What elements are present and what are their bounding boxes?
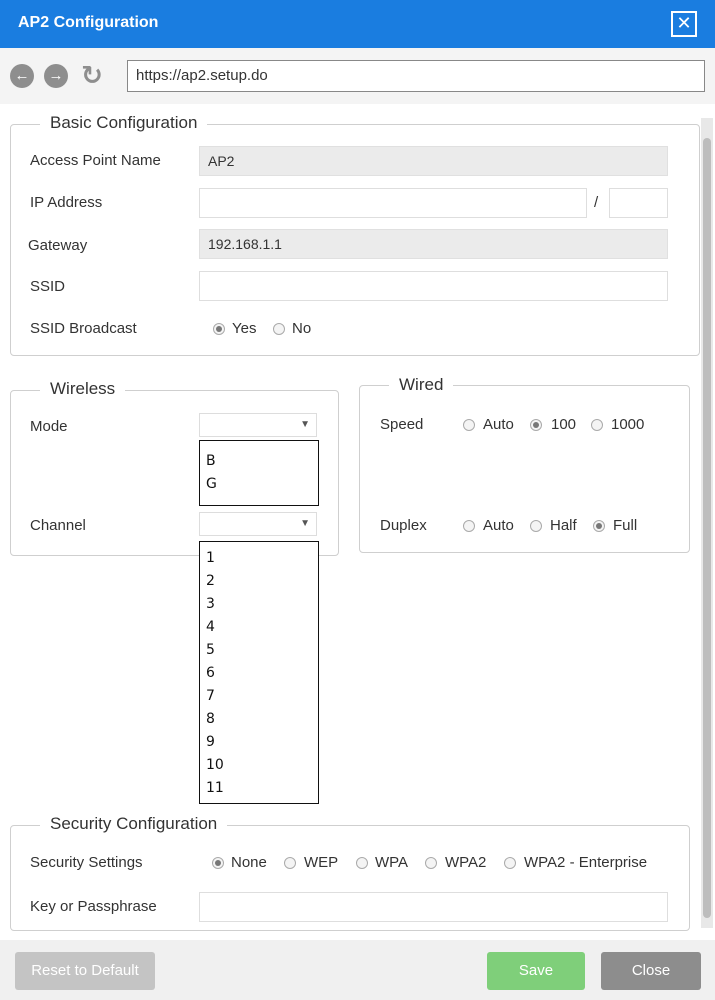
speed-auto-label: Auto — [483, 416, 514, 433]
ip-address-field[interactable] — [199, 188, 587, 218]
wired-legend: Wired — [389, 375, 453, 395]
ssid-broadcast-label: SSID Broadcast — [30, 320, 137, 337]
channel-option[interactable]: 7 — [206, 688, 215, 704]
ssid-broadcast-yes-radio[interactable] — [213, 323, 225, 335]
arrow-right-icon[interactable]: → — [44, 64, 68, 88]
mode-option-g[interactable]: G — [206, 476, 217, 492]
speed-label: Speed — [380, 416, 424, 433]
security-wep-radio[interactable] — [284, 857, 296, 869]
channel-option[interactable]: 4 — [206, 619, 215, 635]
mode-label: Mode — [30, 418, 68, 435]
speed-1000-label: 1000 — [611, 416, 645, 433]
channel-option[interactable]: 2 — [206, 573, 215, 589]
security-wpa2-label: WPA2 — [445, 854, 487, 871]
chevron-down-icon: ▼ — [300, 419, 310, 430]
refresh-icon[interactable]: ↻ — [81, 60, 103, 90]
channel-select[interactable] — [199, 512, 317, 536]
ssid-label: SSID — [30, 278, 66, 295]
scrollbar-thumb[interactable] — [703, 138, 711, 918]
duplex-full-label: Full — [613, 517, 638, 534]
security-none-label: None — [231, 854, 267, 871]
key-passphrase-label: Key or Passphrase — [30, 898, 157, 915]
mode-dropdown-list — [199, 440, 319, 506]
gateway-label: Gateway — [28, 237, 88, 254]
ssid-broadcast-no-radio[interactable] — [273, 323, 285, 335]
save-button[interactable]: Save — [487, 952, 585, 990]
security-settings-label: Security Settings — [30, 854, 143, 871]
wireless-legend: Wireless — [40, 379, 125, 399]
speed-auto-radio[interactable] — [463, 419, 475, 431]
channel-label: Channel — [30, 517, 86, 534]
channel-option[interactable]: 5 — [206, 642, 215, 658]
duplex-label: Duplex — [380, 517, 427, 534]
security-wep-label: WEP — [304, 854, 339, 871]
speed-100-radio[interactable] — [530, 419, 542, 431]
key-passphrase-field[interactable] — [199, 892, 668, 922]
security-wpa2-enterprise-label: WPA2 - Enterprise — [524, 854, 648, 871]
duplex-auto-radio[interactable] — [463, 520, 475, 532]
duplex-full-radio[interactable] — [593, 520, 605, 532]
duplex-half-label: Half — [550, 517, 577, 534]
speed-100-label: 100 — [551, 416, 577, 433]
channel-option[interactable]: 1 — [206, 550, 215, 566]
channel-option[interactable]: 8 — [206, 711, 215, 727]
ssid-field[interactable] — [199, 271, 668, 301]
ip-separator: / — [594, 194, 599, 211]
close-button[interactable]: Close — [601, 952, 701, 990]
title-bar — [0, 0, 715, 48]
security-wpa2-enterprise-radio[interactable] — [504, 857, 516, 869]
channel-option[interactable]: 6 — [206, 665, 215, 681]
arrow-left-icon[interactable]: ← — [10, 64, 34, 88]
ip-address-label: IP Address — [30, 194, 103, 211]
gateway-field[interactable]: 192.168.1.1 — [199, 229, 668, 259]
speed-1000-radio[interactable] — [591, 419, 603, 431]
chevron-down-icon: ▼ — [300, 518, 310, 529]
channel-option[interactable]: 9 — [206, 734, 215, 750]
basic-configuration-legend: Basic Configuration — [40, 113, 207, 133]
security-none-radio[interactable] — [212, 857, 224, 869]
security-wpa-label: WPA — [375, 854, 409, 871]
security-configuration-legend: Security Configuration — [40, 814, 227, 834]
security-wpa-radio[interactable] — [356, 857, 368, 869]
ssid-broadcast-yes-label: Yes — [232, 320, 257, 337]
url-input[interactable]: https://ap2.setup.do — [127, 60, 705, 92]
mode-option-b[interactable]: B — [206, 453, 216, 469]
channel-option[interactable]: 3 — [206, 596, 215, 612]
channel-option[interactable]: 11 — [206, 780, 224, 796]
duplex-half-radio[interactable] — [530, 520, 542, 532]
scrollbar[interactable] — [701, 118, 713, 928]
subnet-mask-field[interactable] — [609, 188, 668, 218]
close-icon[interactable]: ✕ — [671, 11, 697, 37]
ssid-broadcast-no-label: No — [292, 320, 312, 337]
mode-select[interactable] — [199, 413, 317, 437]
access-point-name-label: Access Point Name — [30, 152, 161, 169]
security-wpa2-radio[interactable] — [425, 857, 437, 869]
channel-dropdown-list — [199, 541, 319, 804]
window-title: AP2 Configuration — [18, 14, 159, 31]
access-point-name-field[interactable]: AP2 — [199, 146, 668, 176]
reset-to-default-button[interactable]: Reset to Default — [15, 952, 155, 990]
channel-option[interactable]: 10 — [206, 757, 224, 773]
duplex-auto-label: Auto — [483, 517, 514, 534]
